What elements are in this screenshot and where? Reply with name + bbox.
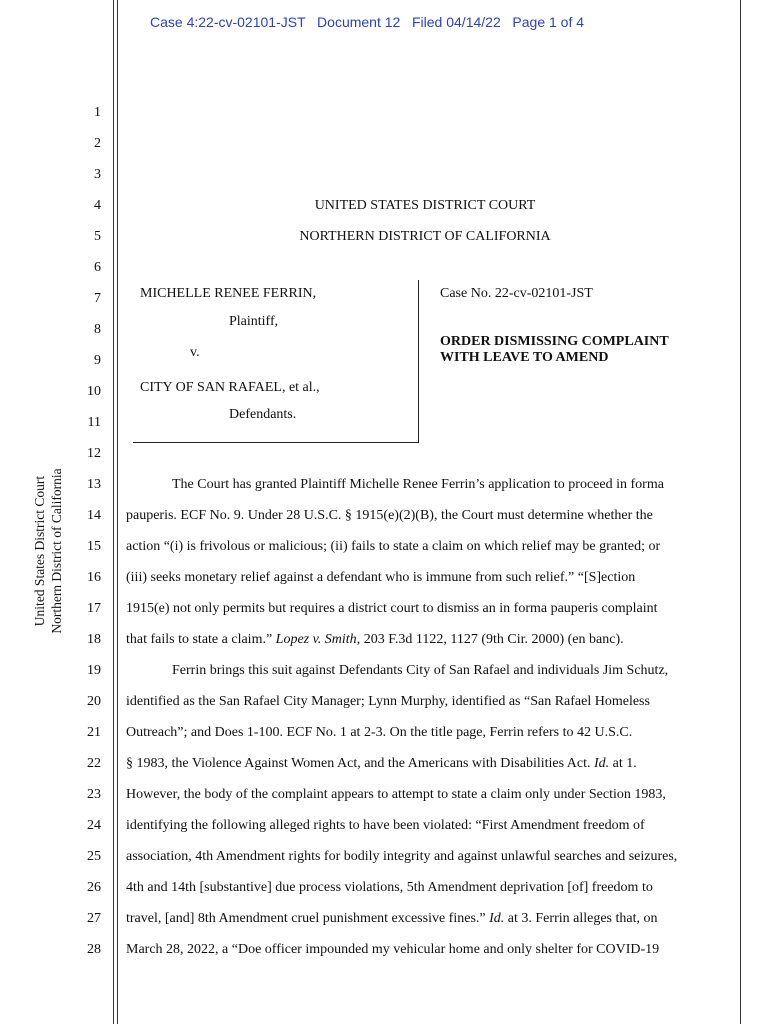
body-line-18-text: that fails to state a claim.”	[126, 632, 276, 647]
body-line-23: However, the body of the complaint appears to attempt to state a claim only under Section 1983,	[126, 787, 666, 802]
line-number: 27	[87, 911, 101, 926]
line-number: 12	[87, 446, 101, 461]
caption-divider	[418, 280, 419, 443]
order-title-line1: ORDER DISMISSING COMPLAINT	[440, 334, 669, 349]
body-line-16: (iii) seeks monetary relief against a defendant who is immune from such relief.” “[S]ection	[126, 570, 636, 585]
page-indicator: Page 1 of 4	[512, 14, 585, 30]
line-number: 7	[94, 291, 101, 306]
line-number: 24	[87, 818, 101, 833]
body-line-27-end: at 3. Ferrin alleges that, on	[504, 911, 658, 926]
line-number: 16	[87, 570, 101, 585]
id-citation: Id.	[594, 756, 610, 771]
line-number: 21	[87, 725, 101, 740]
line-number: 15	[87, 539, 101, 554]
line-number: 3	[94, 167, 101, 182]
line-number: 18	[87, 632, 101, 647]
line-number: 8	[94, 322, 101, 337]
filing-header	[150, 14, 584, 30]
line-number: 17	[87, 601, 101, 616]
document-number: Document 12	[317, 14, 401, 30]
body-line-19: Ferrin brings this suit against Defendants City of San Rafael and individuals Jim Schutz,	[172, 663, 669, 678]
id-citation: Id.	[489, 911, 505, 926]
body-line-22-text: § 1983, the Violence Against Women Act, and the Americans with Disabilities Act.	[126, 756, 594, 771]
plaintiff-role: Plaintiff,	[229, 314, 279, 329]
court-title-line2: NORTHERN DISTRICT OF CALIFORNIA	[299, 229, 551, 244]
line-number: 10	[87, 384, 101, 399]
sidebar-court: United States District Court	[32, 475, 47, 627]
line-number: 5	[94, 229, 101, 244]
body-line-22	[126, 756, 720, 772]
case-citation: Lopez v. Smith	[275, 632, 357, 647]
case-number-header: Case 4:22-cv-02101-JST	[150, 14, 306, 30]
body-line-27-text: travel, [and] 8th Amendment cruel punishment excessive fines.”	[126, 911, 490, 926]
line-number: 2	[94, 136, 101, 151]
body-line-17: 1915(e) not only permits but requires a district court to dismiss an in forma pauperis complaint	[126, 601, 658, 616]
line-number: 9	[94, 353, 101, 368]
body-line-20: identified as the San Rafael City Manager; Lynn Murphy, identified as “San Rafael Homeless	[126, 694, 650, 709]
line-number: 6	[94, 260, 101, 275]
body-line-24: identifying the following alleged rights to have been violated: “First Amendment freedom of	[126, 818, 645, 833]
order-title-line2: WITH LEAVE TO AMEND	[440, 350, 609, 365]
body-line-25: association, 4th Amendment rights for bodily integrity and against unlawful searches and seizures,	[126, 849, 678, 864]
line-number: 26	[87, 880, 101, 895]
body-line-27	[126, 911, 720, 927]
line-number: 4	[94, 198, 101, 213]
line-number: 22	[87, 756, 101, 771]
left-margin-rule-1	[113, 0, 114, 1024]
line-number: 25	[87, 849, 101, 864]
sidebar-district: Northern District of California	[49, 468, 64, 634]
body-line-18	[126, 632, 720, 648]
line-number: 19	[87, 663, 101, 678]
body-line-13: The Court has granted Plaintiff Michelle Renee Ferrin’s application to proceed in forma	[172, 477, 664, 492]
body-line-21: Outreach”; and Does 1-100. ECF No. 1 at 2-3. On the title page, Ferrin refers to 42 U.S.C.	[126, 725, 633, 740]
body-line-26: 4th and 14th [substantive] due process violations, 5th Amendment deprivation [of] freedom to	[126, 880, 653, 895]
line-number: 1	[94, 105, 101, 120]
line-number: 13	[87, 477, 101, 492]
court-title-line1: UNITED STATES DISTRICT COURT	[314, 198, 536, 213]
line-number: 20	[87, 694, 101, 709]
plaintiff-name: MICHELLE RENEE FERRIN,	[140, 286, 317, 301]
defendant-role: Defendants.	[229, 407, 297, 422]
line-number: 14	[87, 508, 101, 523]
court-sidebar	[31, 468, 65, 633]
body-line-14: pauperis. ECF No. 9. Under 28 U.S.C. § 1915(e)(2)(B), the Court must determine whether the	[126, 508, 653, 523]
filed-date: Filed 04/14/22	[412, 14, 501, 30]
right-margin-rule	[740, 0, 741, 1024]
line-number: 23	[87, 787, 101, 802]
case-number: Case No. 22-cv-02101-JST	[440, 286, 593, 301]
line-number: 11	[87, 415, 101, 430]
versus: v.	[190, 345, 200, 360]
body-line-15: action “(i) is frivolous or malicious; (ii) fails to state a claim on which relief may be granted; or	[126, 539, 661, 554]
left-margin-rule-2	[117, 0, 118, 1024]
body-line-18-cite: , 203 F.3d 1122, 1127 (9th Cir. 2000) (en banc).	[356, 632, 624, 647]
line-number: 28	[87, 942, 101, 957]
body-line-22-end: at 1.	[609, 756, 637, 771]
body-line-28: March 28, 2022, a “Doe officer impounded my vehicular home and only shelter for COVID-19	[126, 942, 660, 957]
caption-bottom-rule	[133, 442, 419, 443]
defendant-name: CITY OF SAN RAFAEL, et al.,	[140, 380, 320, 395]
